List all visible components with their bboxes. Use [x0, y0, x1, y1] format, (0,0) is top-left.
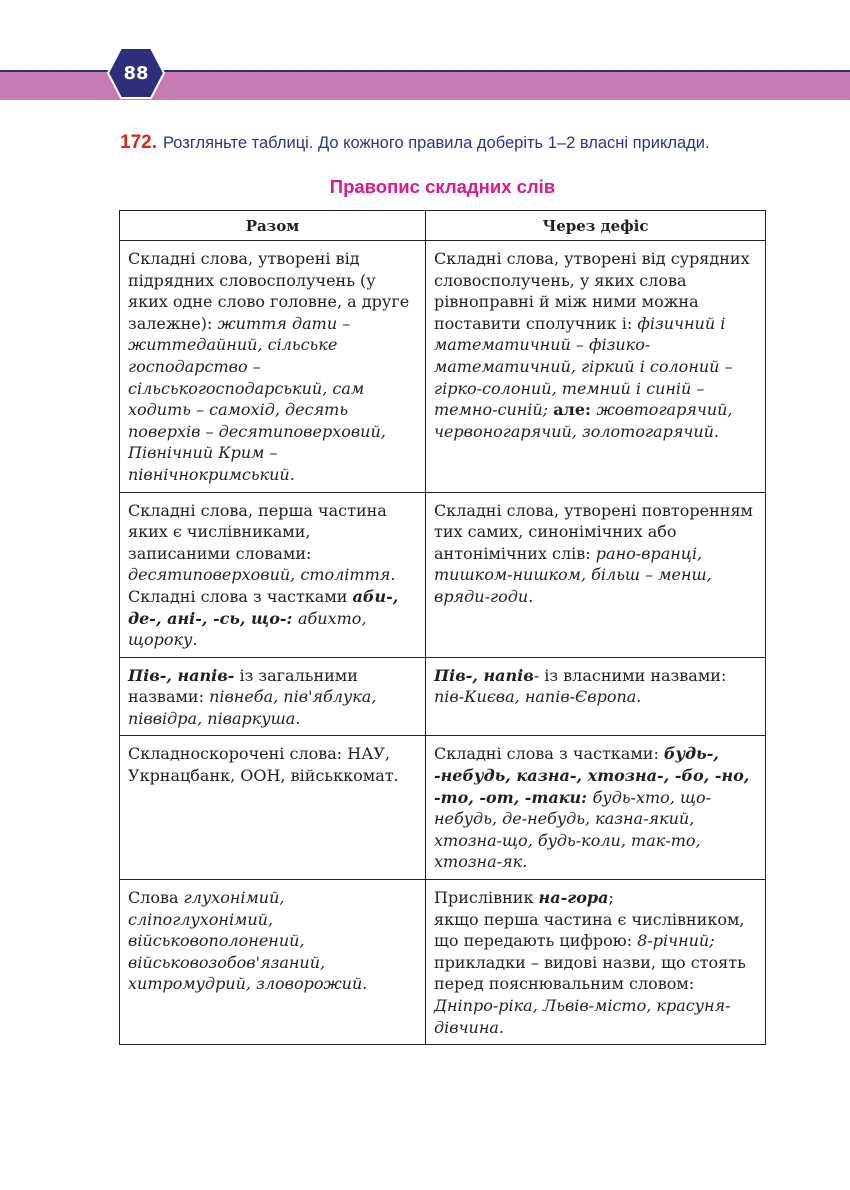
cell-text: але:	[553, 400, 597, 420]
rule-together-cell	[120, 241, 426, 493]
header-hyphen: Через дефіс	[426, 211, 766, 241]
cell-text: Складні слова, утворені від підрядних словосполучень (у яких одне слово головне, а друге залежне):	[128, 249, 410, 333]
cell-text: аби-, де-, ані-, -сь, що-:	[128, 586, 399, 628]
table-row	[120, 241, 766, 493]
table-row	[120, 736, 766, 880]
table-row	[120, 492, 766, 657]
rule-together-cell	[120, 657, 426, 736]
cell-text: прикладки – видові назви, що стоять перед пояснювальним словом:	[434, 952, 746, 994]
cell-text: ;	[608, 888, 614, 908]
cell-text: пів-Києва, напів-Європа.	[434, 687, 642, 707]
cell-text: Складні слова з частками:	[434, 744, 664, 764]
cell-text: жовтогарячий, червоногарячий, золотогарячий.	[434, 400, 733, 441]
cell-text: Пів-, напів-	[128, 665, 235, 685]
cell-text: - із власними назвами:	[533, 665, 727, 685]
cell-text: півнеба, пів'яблука, піввідра, піваркуша.	[128, 687, 377, 728]
table-row	[120, 657, 766, 736]
cell-text: життя дати – життедайний, сільське господарство – сільськогосподарський, сам ходить – самохід, десять поверхів – десятиповерховий, Північний Крим – північнокримський.	[128, 313, 386, 484]
cell-text: рано-вранці, тишком-нишком, більш – менш, вряди-годи.	[434, 543, 712, 606]
cell-text: Складні слова з частками	[128, 586, 353, 606]
cell-text: глухонімий, сліпоглухонімий, військовополонений, військовозобов'язаний, хитромудрий, зловорожий.	[128, 888, 368, 994]
rule-hyphen-cell	[426, 880, 766, 1045]
rule-together-cell	[120, 880, 426, 1045]
rule-together-cell	[120, 492, 426, 657]
table-row	[120, 880, 766, 1045]
rule-hyphen-cell	[426, 492, 766, 657]
spelling-rules-table	[119, 210, 766, 1045]
cell-text: Складні слова, перша частина яких є числівниками, записаними словами:	[128, 500, 387, 563]
table-title: Правопис складних слів	[329, 176, 556, 197]
rule-hyphen-cell	[426, 241, 766, 493]
cell-text: Прислівник	[434, 888, 539, 908]
page-number: 88	[123, 62, 149, 84]
header-together: Разом	[120, 211, 426, 241]
cell-text: 8-річний;	[637, 931, 715, 951]
cell-text: якщо перша частина є числівником, що передають цифрою:	[434, 909, 745, 951]
cell-text: із загальними назвами:	[128, 665, 358, 707]
cell-text: фізичний і математичний – фізико-математичний, гіркий і солоний – гірко-солоний, темний і синій – темно-синій;	[434, 313, 733, 420]
cell-text: Дніпро-ріка, Львів-місто, красуня-дівчина.	[434, 996, 731, 1037]
cell-text: на-гора	[538, 888, 609, 908]
rule-hyphen-cell	[426, 657, 766, 736]
rule-hyphen-cell	[426, 736, 766, 880]
cell-text: будь-, -небудь, казна-, хтозна-, -бо, -но, -то, -от, -таки:	[434, 744, 750, 807]
task	[120, 132, 810, 154]
rule-together-cell	[120, 736, 426, 880]
task-number: 172.	[120, 132, 157, 153]
cell-text: Складні слова, утворені повторенням тих самих, синонімічних або антонімічних слів:	[434, 500, 753, 563]
cell-text: Пів-, напів	[434, 665, 534, 685]
cell-text: Складні слова, утворені від сурядних словосполучень, у яких слова рівноправні й між ними можна поставити сполучник і:	[434, 249, 750, 333]
cell-text: Складноскорочені слова: НАУ, Укрнацбанк, ООН, військкомат.	[128, 744, 399, 786]
task-text: Розгляньте таблиці. До кожного правила доберіть 1–2 власні приклади.	[162, 134, 710, 152]
table-header-row	[120, 211, 766, 241]
cell-text: абихто, щороку.	[128, 608, 367, 650]
cell-text: будь-хто, що-небудь, де-небудь, казна-який, хтозна-що, будь-коли, так-то, хтозна-як.	[434, 787, 711, 872]
cell-text: десятиповерховий, століття.	[128, 565, 396, 585]
cell-text: Слова	[128, 888, 184, 908]
